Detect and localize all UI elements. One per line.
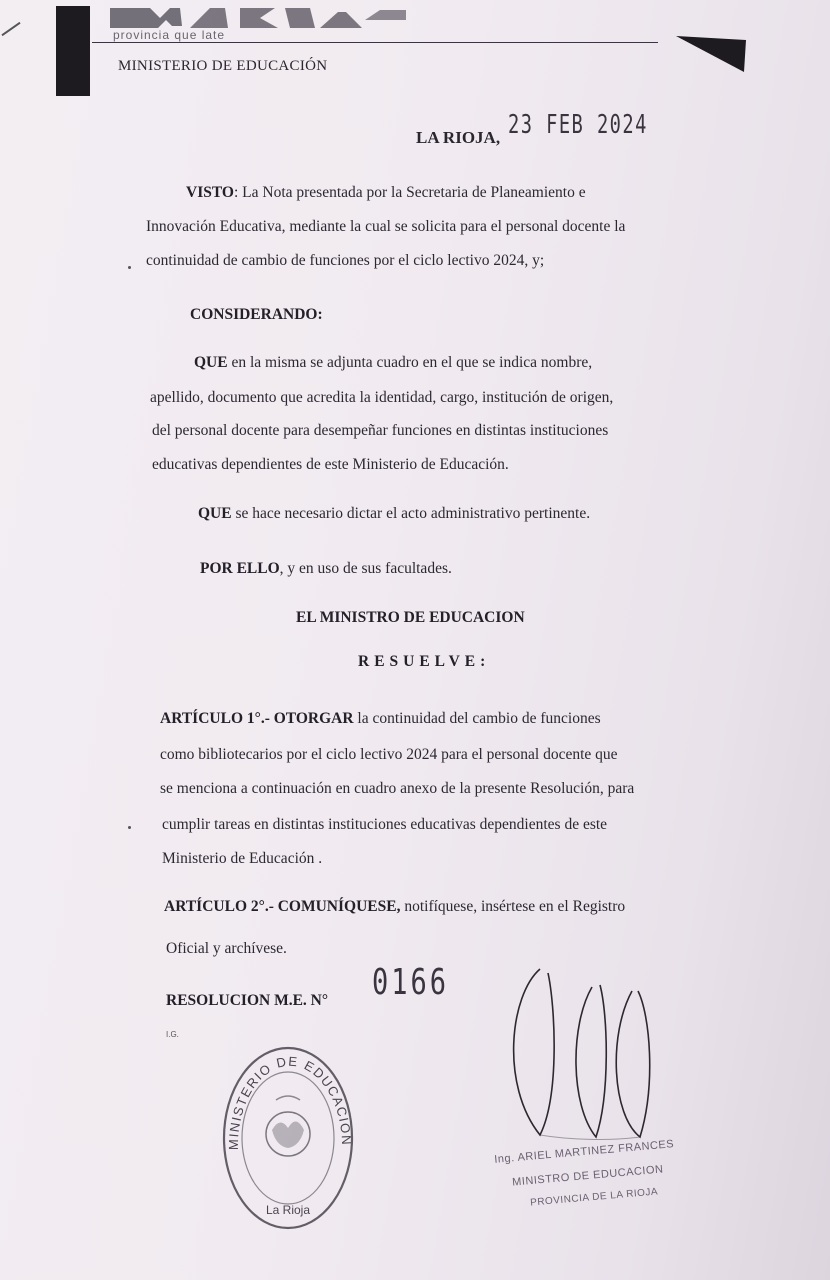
- authority-heading: EL MINISTRO DE EDUCACION: [296, 609, 525, 626]
- por-ello-line: POR ELLO, y en uso de sus facultades.: [200, 560, 452, 577]
- articulo1-line-2: como bibliotecarios por el ciclo lectivo 2024 para el personal docente que: [160, 746, 618, 763]
- seal-ring-text: MINISTERIO DE EDUCACION: [225, 1053, 355, 1151]
- visto-line-1: VISTO: La Nota presentada por la Secretaria de Planeamiento e: [186, 184, 586, 201]
- margin-dot: [128, 266, 131, 269]
- visto-keyword: VISTO: [186, 184, 234, 201]
- letterhead-bar: [56, 6, 90, 96]
- ministry-seal-icon: [216, 1030, 356, 1230]
- tagline: provincia que late: [113, 28, 226, 42]
- visto-line-3: continuidad de cambio de funciones por el ciclo lectivo 2024, y;: [146, 252, 545, 269]
- corner-mark-icon: [676, 36, 746, 72]
- que1-line-1: QUE en la misma se adjunta cuadro en el que se indica nombre,: [194, 354, 593, 371]
- seal-city: La Rioja: [265, 1203, 311, 1217]
- ministry-header: MINISTERIO DE EDUCACIÓN: [118, 58, 328, 74]
- resuelve-heading: RESUELVE:: [358, 653, 491, 670]
- margin-mark: [1, 22, 20, 36]
- considerando-heading: CONSIDERANDO:: [190, 306, 323, 323]
- signatory-name: Ing. ARIEL MARTINEZ FRANCES: [493, 1138, 675, 1166]
- date-stamp: 23 FEB 2024: [508, 110, 648, 140]
- articulo1-line-5: Ministerio de Educación .: [162, 850, 323, 867]
- que1-line-2: apellido, documento que acredita la identidad, cargo, institución de origen,: [150, 389, 614, 406]
- articulo2-line-2: Oficial y archívese.: [166, 940, 287, 957]
- resolution-label: RESOLUCION M.E. N°: [166, 992, 329, 1009]
- date-place: LA RIOJA,: [416, 128, 501, 147]
- articulo2-line-1: ARTÍCULO 2°.- COMUNÍQUESE, notifíquese, insértese en el Registro: [164, 898, 626, 915]
- que1-line-3: del personal docente para desempeñar funciones en distintas instituciones: [152, 422, 609, 439]
- header-rule: [92, 42, 658, 43]
- que2-line: QUE se hace necesario dictar el acto administrativo pertinente.: [198, 505, 591, 522]
- que1-line-4: educativas dependientes de este Ministerio de Educación.: [152, 456, 509, 473]
- handwritten-signature: [500, 965, 670, 1145]
- articulo1-line-4: cumplir tareas en distintas instituciones educativas dependientes de este: [162, 816, 608, 833]
- visto-line-2: Innovación Educativa, mediante la cual se solicita para el personal docente la: [146, 218, 626, 235]
- signatory-title: MINISTRO DE EDUCACION: [511, 1163, 664, 1189]
- signatory-province: PROVINCIA DE LA RIOJA: [529, 1186, 659, 1209]
- articulo1-line-3: se menciona a continuación en cuadro anexo de la presente Resolución, para: [160, 780, 635, 797]
- typist-initials: I.G.: [166, 1030, 179, 1039]
- articulo1-line-1: ARTÍCULO 1°.- OTORGAR la continuidad del cambio de funciones: [160, 710, 601, 727]
- margin-dot: [128, 826, 131, 829]
- resolution-number-stamp: 0166: [372, 962, 450, 1003]
